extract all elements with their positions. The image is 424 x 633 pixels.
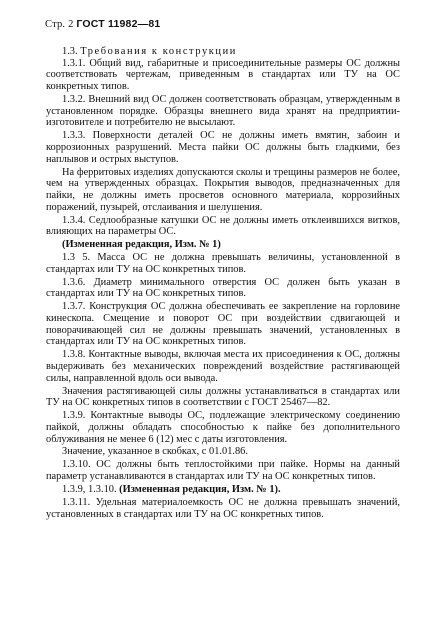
paragraph-1-3-10: 1.3.10. ОС должны быть теплостойкими при пайке. Нормы на данный параметр устанавливаются в стандартах или ТУ на ОС конкретных типов. [46, 459, 400, 483]
section-number: 1.3. [62, 46, 78, 57]
revision-note-2 [46, 484, 400, 496]
section-heading [46, 46, 400, 58]
paragraph-1-3-2: 1.3.2. Внешний вид ОС должен соответствовать образцам, утвержденным в установленном порядке. Образцы внешнего вида хранят на предприятии-изготовителе и потребителю не высылают. [46, 94, 400, 129]
document-body [46, 46, 400, 521]
revision-note-1: (Измененная редакция, Изм. № 1) [62, 239, 221, 251]
paragraph-1-3-8: 1.3.8. Контактные выводы, включая места их присоединения к ОС, должны выдерживать без механических повреждений воздействие растягивающей силы, направленной вдоль оси вывода. [46, 349, 400, 384]
paragraph-1-3-3: 1.3.3. Поверхности деталей ОС не должны иметь вмятин, забоин и коррозионных разрушений. Места пайки ОС должны быть гладкими, без наплывов и острых выступов. [46, 130, 400, 165]
paragraph-ferrite: На ферритовых изделиях допускаются сколы и трещины размеров не более, чем на утвержденных образцах. Покрытия выводов, предназначенных для пайки, не должны иметь просветов основного материала, коррозийных поражений, пузырей, отслаивания и шелушения. [46, 166, 400, 213]
paragraph-1-3-5: 1.3 5. Масса ОС не должна превышать величины, установленной в стандартах или ТУ на ОС конкретных типов. [46, 252, 400, 275]
paragraph-force-values: Значения растягивающей силы должны устанавливаться в стандартах или ТУ на ОС конкретных типов в соответствии с ГОСТ 25467—82. [46, 385, 400, 409]
section-title: Требования к конструкции [80, 46, 237, 57]
paragraph-1-3-6: 1.3.6. Диаметр минимального отверстия ОС должен быть указан в стандартах или ТУ на ОС конкретных типов. [46, 276, 400, 300]
paragraph-1-3-4: 1.3.4. Седлообразные катушки ОС не должны иметь отклеившихся витков, влияющих на параметры ОС. [46, 214, 400, 238]
paragraph-1-3-9: 1.3.9. Контактные выводы ОС, подлежащие электрическому соединению пайкой, должны обладать способностью к пайке без дополнительного облуживания не менее 6 (12) мес с даты изготовления. [46, 410, 400, 445]
revision-note-2-text: (Измененная редакция, Изм. № 1). [119, 483, 281, 495]
paragraph-1-3-1: 1.3.1. Общий вид, габаритные и присоединительные размеры ОС должны соответствовать чертежам, приведенным в стандартах или ТУ на ОС конкретных типов. [46, 57, 400, 93]
standard-number: ГОСТ 11982—81 [76, 18, 161, 30]
revision-note-2-items: 1.3.9, 1.3.10. [62, 483, 117, 495]
page-number: Стр. 2 [45, 19, 74, 30]
paragraph-1-3-7: 1.3.7. Конструкция ОС должна обеспечивать ее закрепление на горловине кинескопа. Смещение и поворот ОС при воздействии сдвигающей и поворачивающей сил не должны превышать значений, установленных в стандартах или ТУ на ОС конкретных типов. [46, 301, 400, 348]
paragraph-1-3-11: 1.3.11. Удельная материалоемкость ОС не должна превышать значений, установленных в стандартах или ТУ на ОС конкретных типов. [46, 496, 400, 520]
page-header [45, 18, 160, 30]
paragraph-value-note: Значение, указанное в скобках, с 01.01.86. [62, 446, 248, 458]
